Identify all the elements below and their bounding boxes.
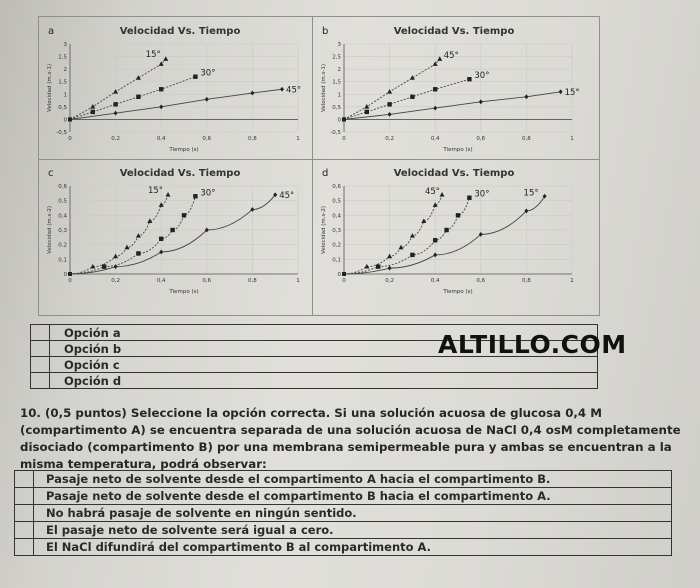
panel-letter: d bbox=[322, 168, 329, 179]
data-point bbox=[166, 192, 171, 197]
option-label: Opción c bbox=[50, 357, 598, 373]
y-tick-label: 3 bbox=[337, 42, 341, 48]
y-tick-label: 2,5 bbox=[58, 54, 67, 61]
data-point bbox=[376, 264, 380, 268]
x-axis-label: Tiempo (s) bbox=[169, 147, 199, 153]
series-line bbox=[344, 92, 561, 120]
data-point bbox=[433, 238, 437, 242]
x-tick-label: 1 bbox=[296, 136, 300, 142]
data-point bbox=[433, 106, 437, 111]
y-tick-label: 2 bbox=[63, 67, 67, 74]
y-tick-label: 0,2 bbox=[58, 242, 67, 249]
x-tick-label: 1 bbox=[570, 136, 574, 142]
chart-title: Velocidad Vs. Tiempo bbox=[393, 168, 515, 179]
series-label: 15° bbox=[564, 87, 580, 98]
x-tick-label: 0,6 bbox=[476, 136, 486, 142]
data-point bbox=[102, 264, 106, 268]
y-tick-label: 0,2 bbox=[332, 242, 341, 249]
y-tick-label: 0 bbox=[337, 117, 341, 124]
answer-label: El pasaje neto de solvente será igual a cero. bbox=[34, 522, 672, 539]
data-point bbox=[388, 266, 392, 271]
x-tick-label: 0,8 bbox=[522, 136, 531, 142]
y-tick-label: 0,5 bbox=[332, 198, 341, 205]
y-axis-label: Velocidad (m.s-1) bbox=[321, 63, 327, 113]
x-tick-label: 0 bbox=[68, 278, 72, 284]
data-point bbox=[433, 87, 437, 91]
series-line bbox=[344, 196, 545, 274]
data-point bbox=[91, 110, 95, 114]
data-point bbox=[159, 250, 163, 255]
y-tick-label: 0,1 bbox=[58, 257, 67, 264]
panel-letter: a bbox=[48, 26, 55, 37]
data-point bbox=[136, 251, 140, 255]
data-point bbox=[342, 117, 346, 121]
data-point bbox=[364, 104, 369, 109]
y-tick-label: 0,5 bbox=[58, 198, 67, 205]
y-tick-label: -0,5 bbox=[56, 130, 67, 136]
series-label: 45° bbox=[443, 51, 459, 62]
data-point bbox=[68, 117, 72, 121]
x-tick-label: 0,6 bbox=[202, 136, 212, 142]
chart-svg bbox=[44, 20, 306, 154]
series-label: 30° bbox=[200, 188, 216, 199]
chart-title: Velocidad Vs. Tiempo bbox=[119, 168, 241, 179]
chart-title: Velocidad Vs. Tiempo bbox=[119, 26, 241, 37]
x-tick-label: 0,4 bbox=[156, 278, 166, 284]
x-tick-label: 0,8 bbox=[248, 278, 257, 284]
data-point bbox=[280, 87, 284, 92]
data-point bbox=[193, 74, 197, 78]
y-axis-label: Velocidad (m.s-2) bbox=[321, 205, 327, 255]
x-tick-label: 0,8 bbox=[522, 278, 531, 284]
chart-title: Velocidad Vs. Tiempo bbox=[393, 26, 515, 37]
answer-label: No habrá pasaje de solvente en ningún sentido. bbox=[34, 505, 672, 522]
data-point bbox=[113, 254, 118, 259]
y-axis-label: Velocidad (m.s-2) bbox=[47, 205, 53, 255]
series-line bbox=[70, 195, 168, 274]
series-label: 30° bbox=[474, 71, 490, 82]
chart-svg bbox=[44, 162, 306, 296]
data-point bbox=[387, 89, 392, 94]
series-line bbox=[344, 195, 442, 274]
option-label: Opción b bbox=[50, 341, 598, 357]
answer-label: El NaCl difundirá del compartimento B al compartimento A. bbox=[34, 539, 672, 556]
panel-letter: b bbox=[322, 26, 329, 37]
answer-checkbox-cell[interactable] bbox=[15, 488, 34, 505]
option-label: Opción a bbox=[50, 325, 598, 341]
data-point bbox=[250, 91, 254, 96]
data-point bbox=[388, 112, 392, 117]
data-point bbox=[136, 233, 141, 238]
x-tick-label: 0,6 bbox=[202, 278, 212, 284]
grid-divider-horizontal bbox=[39, 159, 599, 160]
data-point bbox=[559, 89, 563, 94]
data-point bbox=[342, 272, 346, 276]
y-axis-label: Velocidad (m.s-1) bbox=[47, 63, 53, 113]
data-point bbox=[524, 94, 528, 99]
option-checkbox-cell[interactable] bbox=[31, 357, 50, 373]
x-axis-label: Tiempo (s) bbox=[443, 289, 473, 295]
series-line bbox=[70, 89, 282, 119]
x-tick-label: 0,6 bbox=[476, 278, 486, 284]
x-tick-label: 0 bbox=[342, 278, 346, 284]
answer-row[interactable] bbox=[15, 488, 672, 505]
data-point bbox=[410, 233, 415, 238]
series-line bbox=[344, 59, 440, 119]
data-point bbox=[410, 95, 414, 99]
data-point bbox=[136, 75, 141, 80]
data-point bbox=[68, 272, 72, 276]
data-point bbox=[479, 99, 483, 104]
y-tick-label: 0,3 bbox=[58, 228, 67, 234]
x-axis-label: Tiempo (s) bbox=[169, 289, 199, 295]
data-point bbox=[437, 56, 442, 61]
option-label: Opción d bbox=[50, 373, 598, 389]
y-tick-label: 0 bbox=[63, 272, 67, 278]
data-point bbox=[114, 111, 118, 116]
data-point bbox=[365, 110, 369, 114]
data-point bbox=[205, 97, 209, 102]
data-point bbox=[113, 89, 118, 94]
data-point bbox=[440, 192, 445, 197]
option-checkbox-cell[interactable] bbox=[31, 341, 50, 357]
series-label: 15° bbox=[145, 50, 161, 61]
series-label: 15° bbox=[523, 188, 539, 199]
chart-panel-c bbox=[44, 162, 306, 296]
x-tick-label: 0,4 bbox=[156, 136, 166, 142]
chart-panel-d bbox=[318, 162, 580, 296]
data-point bbox=[163, 56, 168, 61]
data-point bbox=[170, 228, 174, 232]
y-tick-label: 0,6 bbox=[332, 184, 341, 190]
data-point bbox=[159, 237, 163, 241]
question-text: 10. (0,5 puntos) Seleccione la opción correcta. Si una solución acuosa de glucosa 0,4 M (compartimento A) se encuentra separada de una solución acuosa de NaCl 0,4 osM completamente disociado (compartimento B) por una membrana semipermeable pura y ambas se encuentran a la misma temperatura, podrá observar: bbox=[20, 406, 681, 471]
y-tick-label: 2 bbox=[337, 67, 341, 74]
series-line bbox=[344, 198, 469, 274]
series-label: 45° bbox=[286, 85, 302, 96]
x-tick-label: 1 bbox=[570, 278, 574, 284]
x-tick-label: 0 bbox=[68, 136, 72, 142]
y-tick-label: 0,5 bbox=[58, 104, 67, 111]
data-point bbox=[136, 95, 140, 99]
x-tick-label: 0 bbox=[342, 136, 346, 142]
data-point bbox=[159, 104, 163, 109]
answer-row[interactable] bbox=[15, 522, 672, 539]
data-point bbox=[159, 87, 163, 91]
watermark-logo: ALTILLO.COM bbox=[438, 330, 627, 359]
y-tick-label: 0,3 bbox=[332, 228, 341, 234]
data-point bbox=[410, 253, 414, 257]
y-tick-label: 3 bbox=[63, 42, 67, 48]
chart-svg bbox=[318, 162, 580, 296]
data-point bbox=[387, 254, 392, 259]
data-point bbox=[444, 228, 448, 232]
data-point bbox=[433, 253, 437, 258]
x-tick-label: 0,2 bbox=[385, 278, 394, 284]
y-tick-label: -0,5 bbox=[330, 130, 341, 136]
data-point bbox=[113, 102, 117, 106]
y-tick-label: 1,5 bbox=[58, 79, 67, 86]
series-label: 15° bbox=[147, 185, 164, 196]
y-tick-label: 0 bbox=[63, 117, 67, 124]
series-line bbox=[70, 196, 195, 274]
y-tick-label: 1 bbox=[63, 92, 67, 99]
panel-letter: c bbox=[48, 168, 54, 179]
chart-panel-b bbox=[318, 20, 580, 154]
answer-checkbox-cell[interactable] bbox=[15, 505, 34, 522]
data-point bbox=[467, 196, 471, 200]
data-point bbox=[90, 104, 95, 109]
answer-row[interactable] bbox=[15, 539, 672, 556]
x-axis-label: Tiempo (s) bbox=[443, 147, 473, 153]
data-point bbox=[467, 77, 471, 81]
data-point bbox=[456, 213, 460, 217]
answer-checkbox-cell[interactable] bbox=[15, 471, 34, 488]
y-tick-label: 0 bbox=[337, 272, 341, 278]
answers-table bbox=[14, 470, 672, 556]
series-label: 30° bbox=[200, 68, 216, 79]
data-point bbox=[182, 213, 186, 217]
option-checkbox-cell[interactable] bbox=[31, 373, 50, 389]
option-row[interactable] bbox=[31, 373, 598, 389]
series-label: 30° bbox=[474, 189, 490, 200]
y-tick-label: 1 bbox=[337, 92, 341, 99]
x-tick-label: 0,4 bbox=[430, 278, 440, 284]
y-tick-label: 0,5 bbox=[332, 104, 341, 111]
answer-row[interactable] bbox=[15, 505, 672, 522]
data-point bbox=[387, 102, 391, 106]
data-point bbox=[114, 264, 118, 269]
data-point bbox=[410, 75, 415, 80]
x-tick-label: 0,8 bbox=[248, 136, 257, 142]
answer-label: Pasaje neto de solvente desde el compartimento B hacia el compartimento A. bbox=[34, 488, 672, 505]
series-line bbox=[70, 195, 275, 274]
x-tick-label: 0,2 bbox=[111, 136, 120, 142]
data-point bbox=[193, 194, 197, 198]
series-line bbox=[70, 77, 195, 120]
x-tick-label: 0,4 bbox=[430, 136, 440, 142]
grid-divider-vertical bbox=[312, 17, 313, 315]
x-tick-label: 0,2 bbox=[385, 136, 394, 142]
y-tick-label: 0,4 bbox=[332, 213, 341, 220]
answer-label: Pasaje neto de solvente desde el compartimento A hacia el compartimento B. bbox=[34, 471, 672, 488]
y-tick-label: 0,6 bbox=[58, 184, 67, 190]
series-label: 45° bbox=[279, 190, 295, 201]
y-tick-label: 0,1 bbox=[332, 257, 341, 264]
y-tick-label: 2,5 bbox=[332, 54, 341, 61]
answer-checkbox-cell[interactable] bbox=[15, 522, 34, 539]
chart-panel-a bbox=[44, 20, 306, 154]
y-tick-label: 1,5 bbox=[332, 79, 341, 86]
series-label: 45° bbox=[424, 186, 441, 197]
answer-checkbox-cell[interactable] bbox=[15, 539, 34, 556]
series-line bbox=[344, 79, 469, 119]
option-checkbox-cell[interactable] bbox=[31, 325, 50, 341]
answer-row[interactable] bbox=[15, 471, 672, 488]
x-tick-label: 1 bbox=[296, 278, 300, 284]
series-line bbox=[70, 59, 166, 119]
y-tick-label: 0,4 bbox=[58, 213, 67, 220]
chart-svg bbox=[318, 20, 580, 154]
x-tick-label: 0,2 bbox=[111, 278, 120, 284]
